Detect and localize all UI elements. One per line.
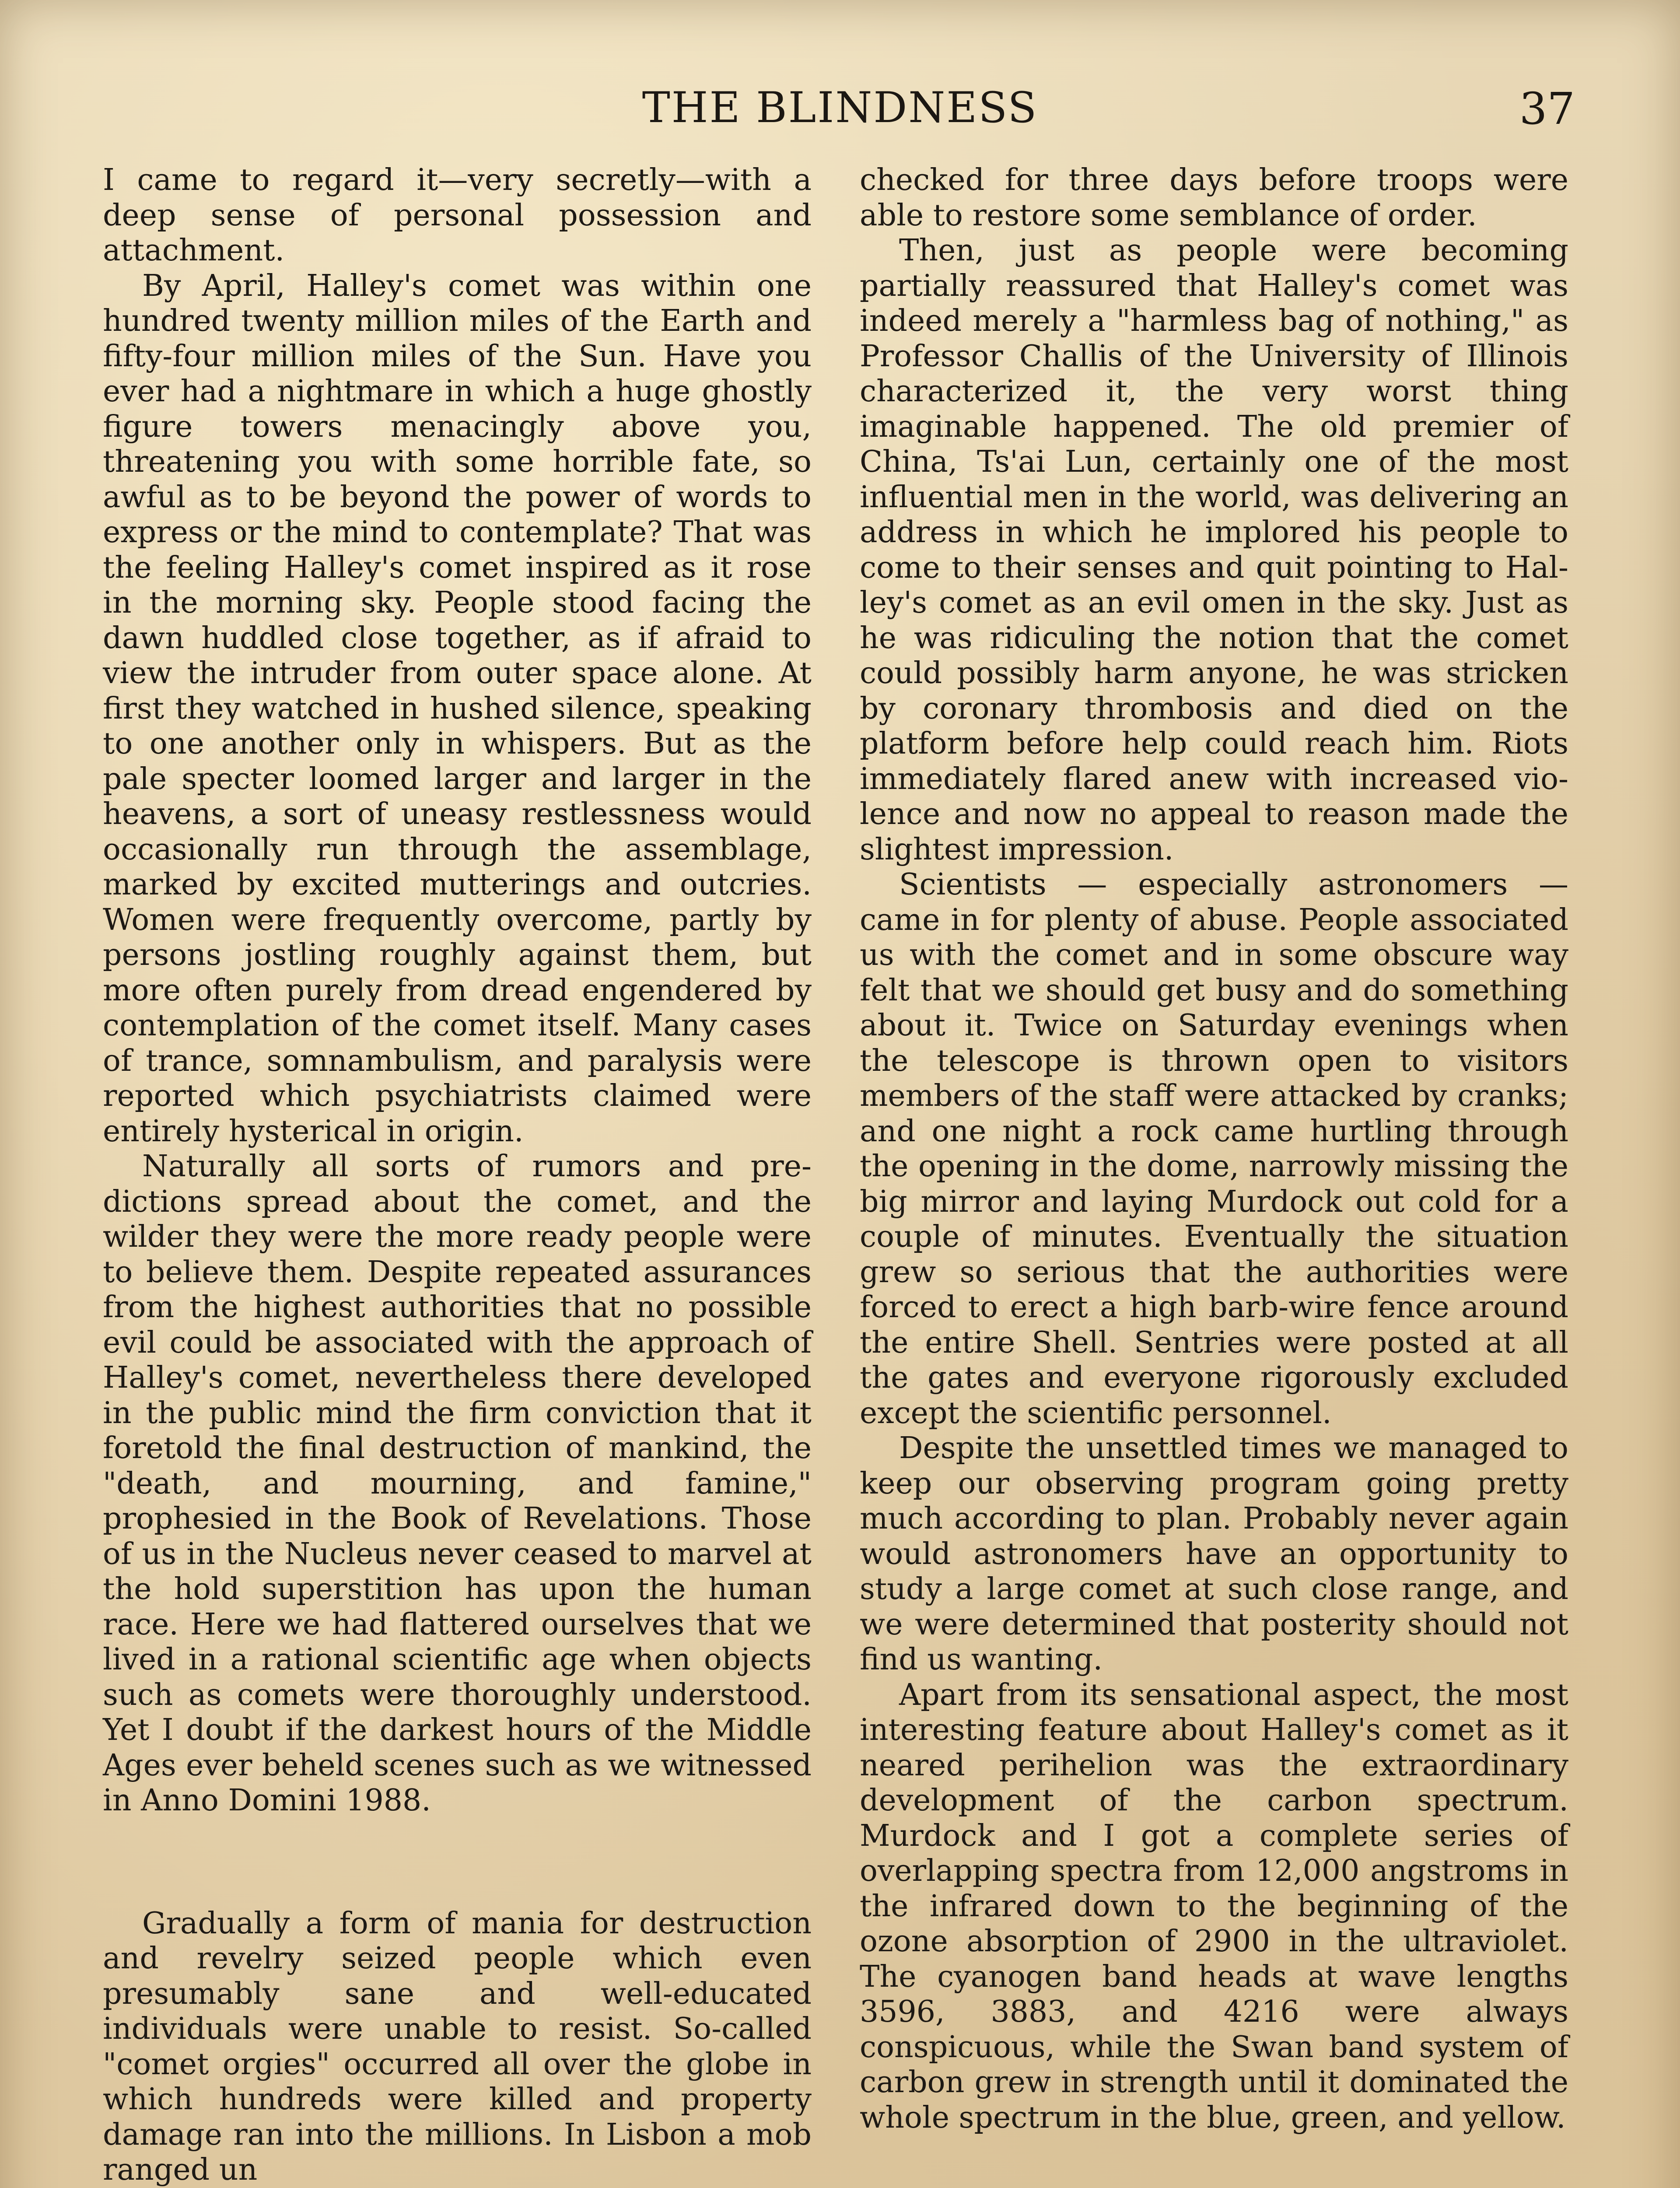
paragraph-rumors: Naturally all sorts of rumors and predictions spread about the comet, and the wilder they were the more ready people were to believe them. Despite repeated assurances from the highest authorities that no possible evil could be associated with the approach of Halley's comet, nevertheless there developed in the public mind the firm conviction that it foretold the final destruction of mankind, the "death, and mourning, and famine," prophesied in the Book of Revelations. Those of us in the Nucleus never ceased to marvel at the hold superstition has upon the human race. Here we had flattered ourselves that we lived in a rational scientific age when objects such as comets were thoroughly understood. Yet I doubt if the darkest hours of the Middle Ages ever beheld scenes such as we witnessed in Anno Domini 1988. — [103, 1149, 812, 1818]
paragraph-carbon-spectrum: Apart from its sensational aspect, the most interesting feature about Halley's comet as it neared perihelion was the extraordinary development of the carbon spectrum. Murdock and I got a complete series of overlapping spectra from 12,000 angstroms in the infrared down to the beginning of the ozone absorption of 2900 in the ultraviolet. The cyanogen band heads at wave lengths 3596, 3883, and 4216 were always conspicuous, while the Swan band system of carbon grew in strength until it dominated the whole spectrum in the blue, green, and yellow. — [860, 1677, 1568, 2135]
paragraph-premier: Then, just as people were becoming partially reassured that Halley's comet was indeed merely a "harmless bag of nothing," as Professor Challis of the University of Illinois characterized it, the very worst thing imaginable happened. The old premier of China, Ts'ai Lun, certainly one of the most influential men in the world, was delivering an address in which he implored his people to come to their senses and quit pointing to Halley's comet as an evil omen in the sky. Just as he was ridiculing the notion that the comet could possibly harm anyone, he was stricken by coronary thrombosis and died on the platform before help could reach him. Riots immediately flared anew with increased violence and now no appeal to reason made the slightest impression. — [860, 233, 1568, 867]
paragraph-observing-program: Despite the unsettled times we managed to keep our observing program going pretty much according to plan. Probably never again would astronomers have an opportunity to study a large comet at such close range, and we were determined that posterity should not find us wanting. — [860, 1431, 1568, 1677]
running-title: THE BLINDNESS — [642, 83, 1038, 132]
page-number: 37 — [1519, 83, 1575, 134]
paragraph-scientists: Scientists — especially astronomers — came in for plenty of abuse. People associated us with the comet and in some obscure way felt that we should get busy and do something about it. Twice on Saturday evenings when the telescope is thrown open to visitors members of the staff were attacked by cranks; and one night a rock came hurtling through the opening in the dome, narrowly missing the big mirror and laying Murdock out cold for a couple of minutes. Eventually the situation grew so serious that the authorities were forced to erect a high barb-wire fence around the entire Shell. Sentries were posted at all the gates and everyone rigorously excluded except the scientific personnel. — [860, 867, 1568, 1431]
paragraph-mania: Gradually a form of mania for destruction and revelry seized people which even presumably sane and well-educated individuals were unable to resist. So-called "comet orgies" occurred all over the globe in which hundreds were killed and property damage ran into the millions. In Lisbon a mob ranged un — [103, 1906, 812, 2187]
paragraph-continued: I came to regard it—very secretly—with a deep sense of personal possession and attachment. — [103, 163, 812, 268]
right-text-column — [860, 163, 1568, 2135]
left-text-column — [103, 163, 812, 2188]
paragraph-april-comet: By April, Halley's comet was within one hundred twenty million miles of the Earth and fifty-four million miles of the Sun. Have you ever had a nightmare in which a huge ghostly figure towers menacingly above you, threatening you with some horrible fate, so awful as to be beyond the power of words to express or the mind to contemplate? That was the feeling Halley's comet inspired as it rose in the morning sky. People stood facing the dawn huddled close together, as if afraid to view the intruder from outer space alone. At first they watched in hushed silence, speaking to one another only in whispers. But as the pale specter loomed larger and larger in the heavens, a sort of uneasy restlessness would occasionally run through the assemblage, marked by excited mutterings and outcries. Women were frequently overcome, partly by persons jostling roughly against them, but more often purely from dread engendered by contemplation of the comet itself. Many cases of trance, somnambulism, and paralysis were reported which psychiatrists claimed were entirely hysterical in origin. — [103, 268, 812, 1149]
page-header — [0, 83, 1680, 140]
paragraph-lisbon-continued: checked for three days before troops were able to restore some semblance of order. — [860, 163, 1568, 233]
